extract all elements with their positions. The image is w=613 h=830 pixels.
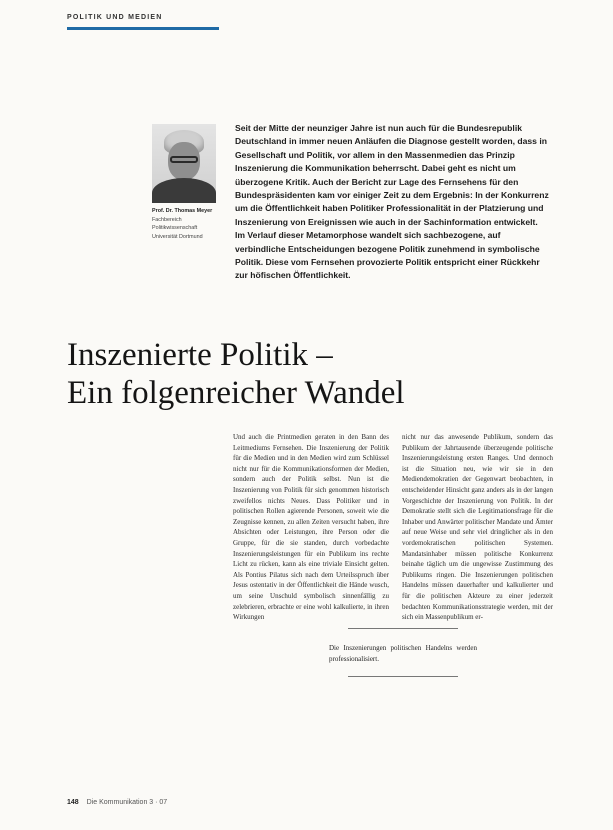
author-name: Prof. Dr. Thomas Meyer [152,208,213,214]
author-affiliation: Fachbereich Politikwissenschaft Universität Dortmund [152,216,203,240]
body-text-1: Und auch die Printmedien geraten in den Bann des Leitmediums Fernsehen. Die Inszenierung der Politik für die Medien und in den Medien wird zum Schlüssel nicht nur für die Kommunikationsformen der Medien, sondern auch der Politik selbst. Nun ist die Inszenierung von Politik für sich genommen historisch zweifellos nichts Neues. Dass Politiker und in politischen Rollen agierende Personen, soweit wie die Zeugnisse kennen, zu allen Zeiten versucht haben, ihre Absichten oder Leistungen, ihre Person oder die Gruppe, für die sie standen, durch vorbedachte Inszenierungsleistungen für ein Publikum ins rechte Licht zu rücken, kann als eine triviale Einsicht gelten. Als Pontius Pilatus sich nach dem Urteilsspruch über Jesus ostentativ in der Öffentlichkeit die Hände wusch, um seine Unschuld symbolisch sinnenfällig zu zelebrieren, erbrachte er eine wohl kalkulierte, in ihren Wirkungen [233,433,389,622]
section-label: POLITIK UND MEDIEN [67,14,163,21]
title-line-2: Ein folgenreicher Wandel [67,375,405,411]
publication-name: Die Kommunikation 3 · 07 [86,799,168,806]
title-line-1: Inszenierte Politik – [67,337,333,373]
pull-quote-rule-top [348,628,458,629]
author-portrait [152,124,216,203]
author-caption [152,207,224,241]
page-number: 148 [67,799,79,806]
pull-quote-text: Die Inszenierungen politischen Handelns werden professionalisiert. [329,644,477,663]
page-footer [67,799,167,806]
section-rule [67,27,219,30]
pull-quote-rule-bottom [348,676,458,677]
lead-text: Seit der Mitte der neunziger Jahre ist nun auch für die Bundesrepublik Deutschland in immer neuen Anläufen die Diagnose gestellt worden, dass in Gesellschaft und Politik, vor allem in den Massenmedien das Prinzip Inszenierung die Kommunikation beherrscht. Dabei geht es nicht um überzogene Kritik. Auch der Bericht zur Lage des Fernsehens für den Bundespräsidenten kam vor einiger Zeit zu dem Ergebnis: In der Konkurrenz um die Öffentlichkeit haben Politiker Professionalität in der Platzierung und Inszenierung von Ereignissen wie auch in der Sachinformation entwickelt. Im Verlauf dieser Metamorphose wandelt sich sachbezogene, auf verbindliche Entscheidungen bezogene Politik zunehmend in symbolische Politik. Diese vom Fernsehen provozierte Politik entspricht einer Rückkehr zur höfischen Öffentlichkeit. [235,123,549,281]
lead-paragraph [235,122,549,283]
article-title [67,336,557,412]
pull-quote [323,622,483,687]
body-column-1 [233,432,389,623]
body-column-2 [402,432,553,623]
body-text-2: nicht nur das anwesende Publikum, sondern das Publikum der Jahrtausende überzeugende politische Inszenierungsleistung ersten Ranges. Und dennoch ist die Situation neu, wie wir sie in den Mediendemokratien der Gegenwart beobachten, in entscheidender Hinsicht ganz anders als in der langen Vorgeschichte der Inszenierung von Politik. In der Demokratie stellt sich die Legitimationsfrage für die Inhaber und Anwärter politischer Mandate und Ämter auf neue Weise und sehr viel dringlicher als in den vordemokratischen politischen Systemen. Mandatsinhaber müssen politische Konkurrenz beinahe täglich um die ungewisse Zustimmung des Publikums ringen. Die Inszenierungen politischen Handelns müssen dauerhafter und kalkulierter und für die politischen Akteure zu einer jederzeit bedachten Kommunikationsstrategie werden, mit der sich ein Massenpublikum er- [402,433,553,622]
